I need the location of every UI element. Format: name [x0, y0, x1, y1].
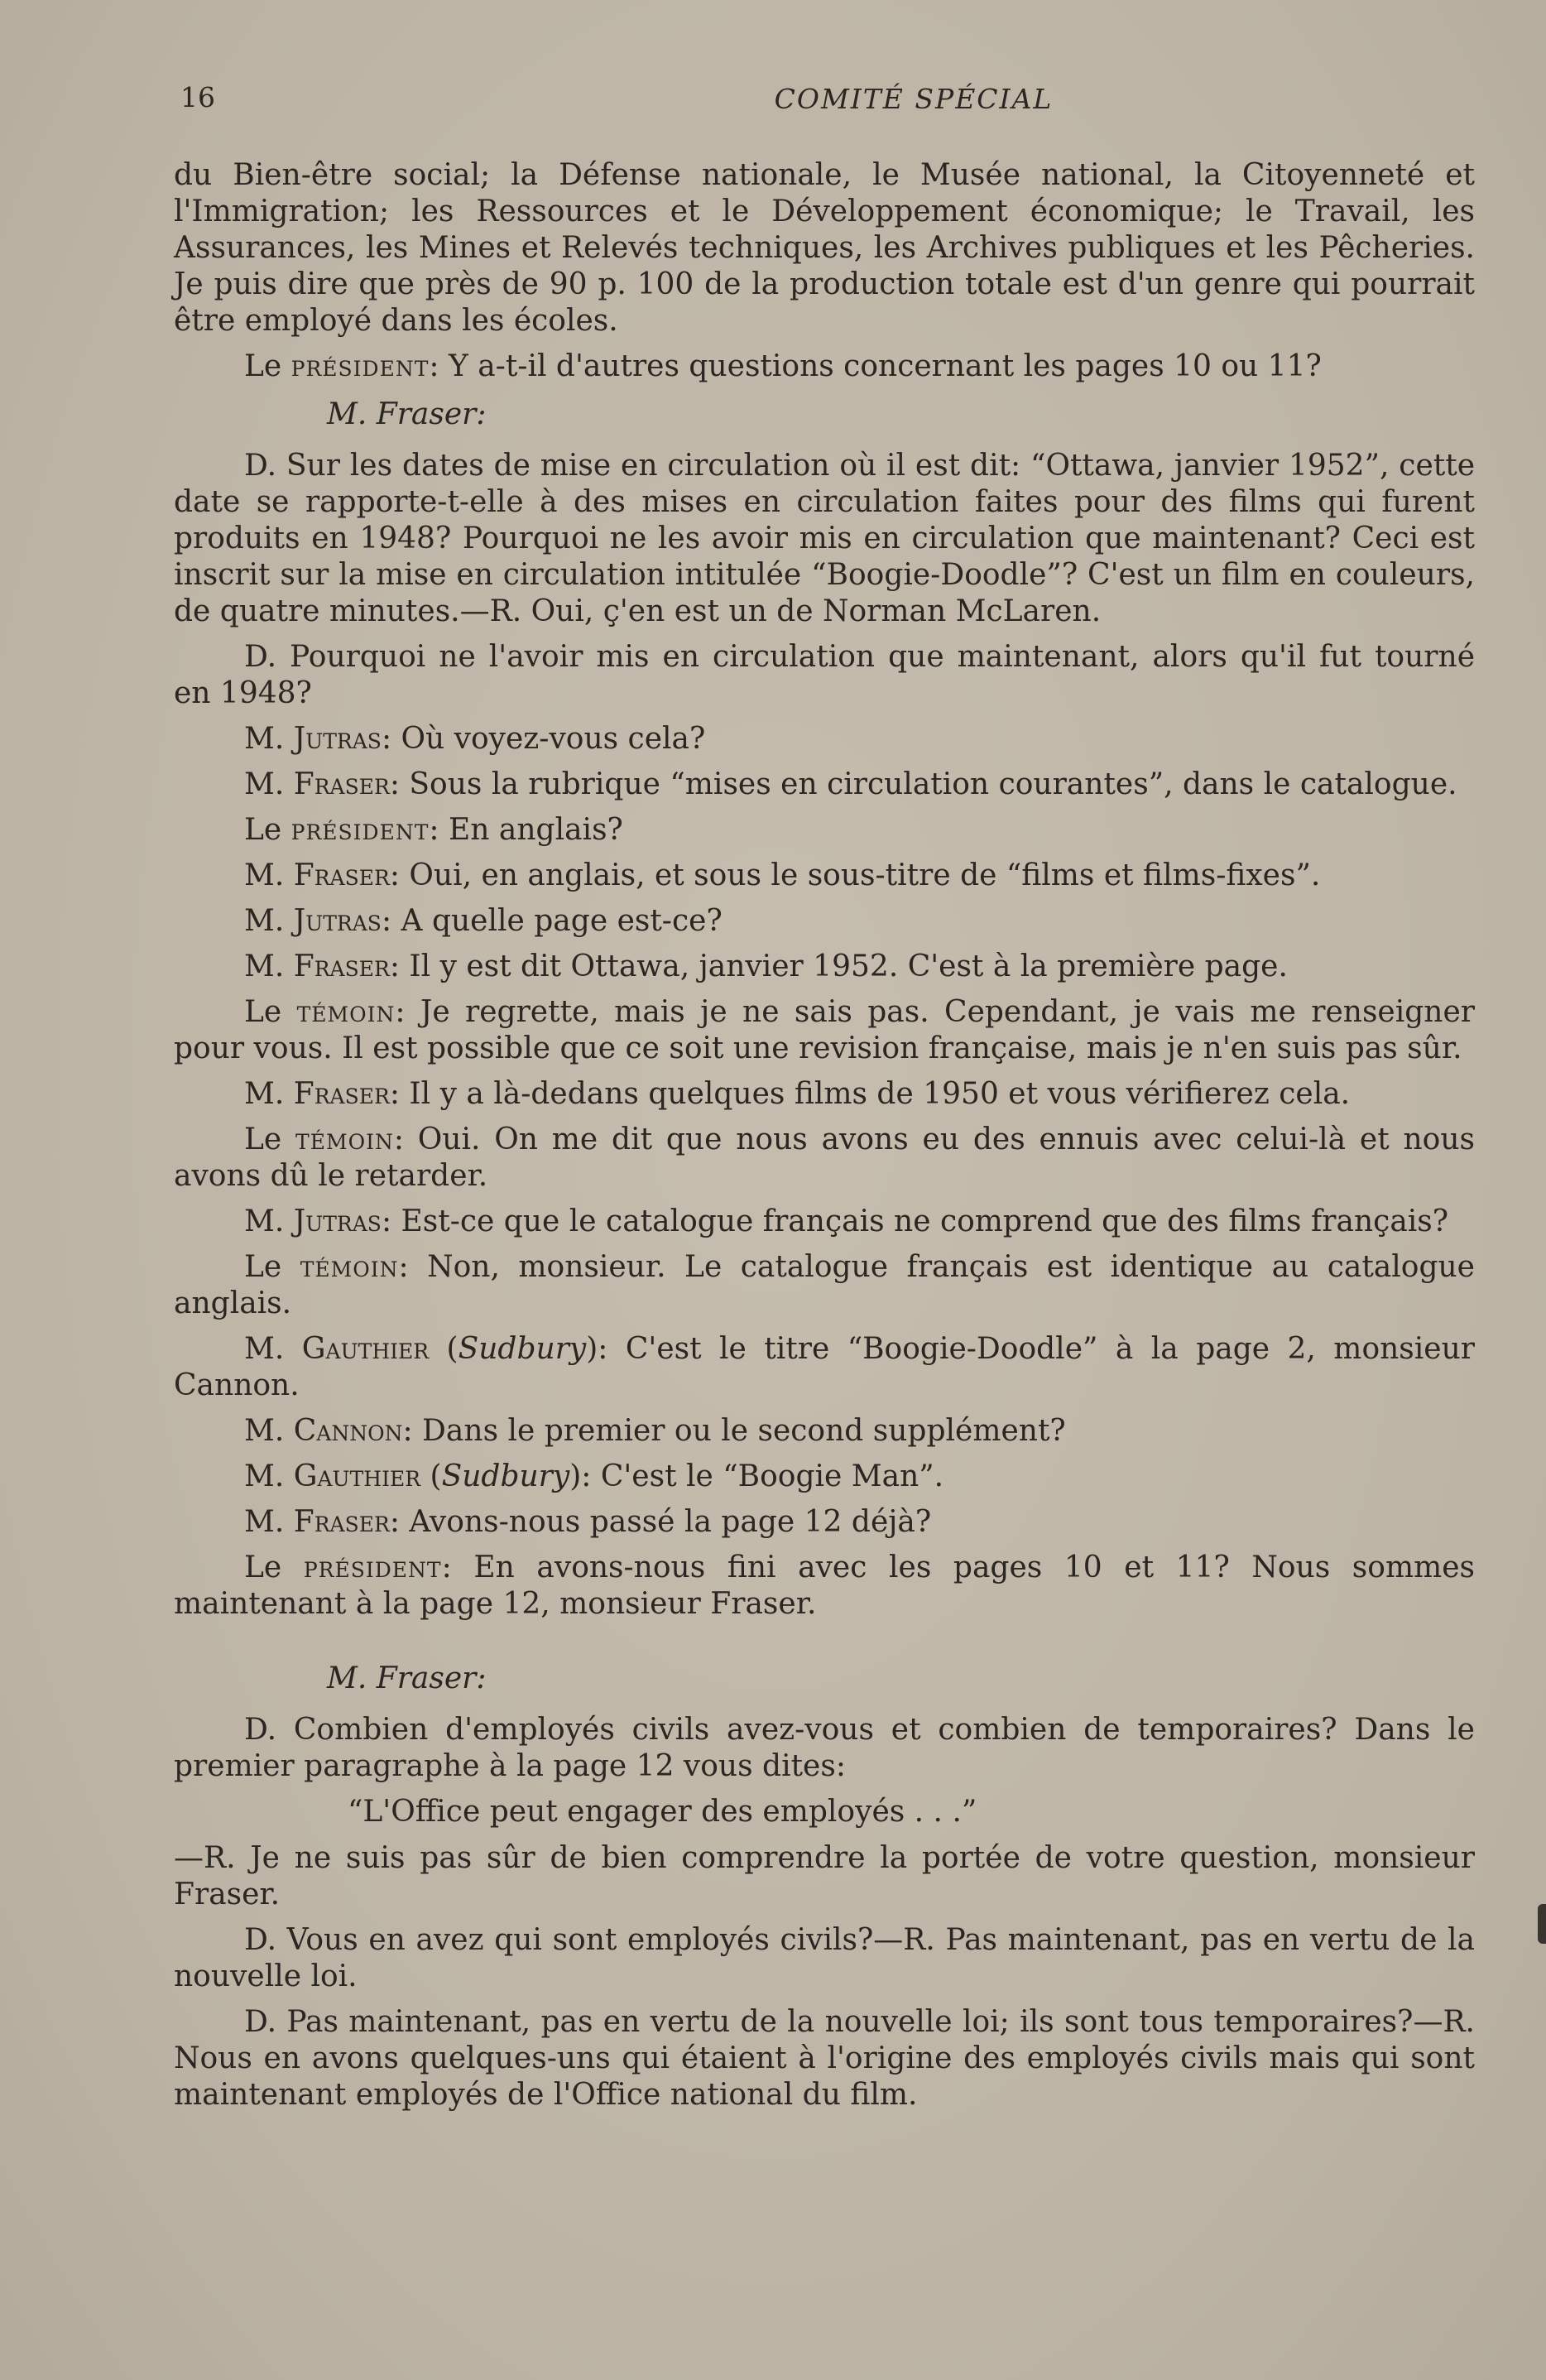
- speech-text: : En anglais?: [429, 813, 623, 847]
- continued-paragraph: —R. Je ne suis pas sûr de bien comprendre la portée de votre question, monsieur Fraser.: [174, 1841, 1475, 1911]
- speaker-name: président: [290, 349, 430, 383]
- speaker-name: témoin: [295, 1123, 394, 1156]
- speaker-riding: Sudbury: [441, 1459, 570, 1493]
- speech-paragraph: [174, 1413, 1475, 1450]
- speaker-name: président: [290, 813, 430, 847]
- speaker-riding-open: (: [429, 1332, 459, 1366]
- speaker-title: Le: [244, 813, 291, 847]
- examiner-subhead: M. Fraser:: [327, 397, 487, 431]
- speaker-title: M.: [244, 1505, 294, 1539]
- speech-paragraph: [174, 1076, 1475, 1113]
- speaker-name: Gauthier: [293, 1459, 421, 1493]
- speaker-name: Jutras: [293, 722, 382, 756]
- speech-paragraph: [174, 721, 1475, 757]
- speaker-riding-close: ): [586, 1332, 598, 1366]
- speech-paragraph: [174, 1550, 1475, 1623]
- speech-paragraph: [174, 994, 1475, 1067]
- paragraph: D. Pas maintenant, pas en vertu de la nouvelle loi; ils sont tous temporaires?—R. Nous en avons quelques-uns qui étaient à l'origine des employés civils mais qui sont maintenant employés de l'Office national du film.: [174, 2005, 1475, 2112]
- speaker-name: Jutras: [293, 904, 382, 938]
- speaker-title: M.: [244, 858, 294, 892]
- page-header: [180, 81, 1481, 123]
- running-head: COMITÉ SPÉCIAL: [774, 83, 1054, 115]
- speech-text: : Oui. On me dit que nous avons eu des ennuis avec celui-là et nous avons dû le retarder.: [174, 1123, 1476, 1193]
- speech-text: : Où voyez-vous cela?: [381, 722, 706, 756]
- speech-paragraph: [174, 1504, 1475, 1541]
- examiner-subhead: M. Fraser:: [327, 1661, 487, 1695]
- paragraph: D. Vous en avez qui sont employés civils?—R. Pas maintenant, pas en vertu de la nouvelle loi.: [174, 1923, 1475, 1993]
- speech-paragraph: [174, 349, 1475, 385]
- speech-text: : Sous la rubrique “mises en circulation courantes”, dans le catalogue.: [389, 767, 1457, 801]
- speech-text: : Je regrette, mais je ne sais pas. Cependant, je vais me renseigner pour vous. Il est possible que ce soit une revision française, mais je n'en suis pas sûr.: [174, 995, 1475, 1065]
- speaker-name: témoin: [296, 995, 396, 1029]
- speaker-name: Gauthier: [301, 1332, 430, 1366]
- speech-text: : Dans le premier ou le second supplément?: [402, 1414, 1066, 1448]
- speaker-title: M.: [244, 767, 294, 801]
- speech-text: : Y a-t-il d'autres questions concernant les pages 10 ou 11?: [429, 349, 1322, 383]
- speaker-name: témoin: [300, 1250, 399, 1284]
- paragraph: D. Sur les dates de mise en circulation où il est dit: “Ottawa, janvier 1952”, cette date se rapporte-t-elle à des mises en circulation faites pour des films qui furent produits en 1948? Pourquoi ne les avoir mis en circulation que maintenant? Ceci est inscrit sur la mise en circulation intitulée “Boogie-Doodle”? C'est un film en couleurs, de quatre minutes.—R. Oui, ç'en est un de Norman McLaren.: [174, 449, 1475, 628]
- paragraph: D. Combien d'employés civils avez-vous et combien de temporaires? Dans le premier paragraphe à la page 12 vous dites:: [174, 1713, 1475, 1783]
- page-edge-mark: [1538, 1904, 1546, 1944]
- speech-paragraph: [174, 949, 1475, 985]
- speaker-title: M.: [244, 950, 294, 983]
- speaker-title: Le: [244, 1123, 296, 1156]
- speaker-title: M.: [244, 1332, 302, 1366]
- speech-text: : A quelle page est-ce?: [381, 904, 723, 938]
- speaker-title: M.: [244, 1414, 294, 1448]
- speech-text: : C'est le titre “Boogie-Doodle” à la page 2, monsieur Cannon.: [174, 1332, 1475, 1402]
- speech-paragraph: [174, 1204, 1475, 1240]
- speech-paragraph: [174, 858, 1475, 894]
- speaker-riding: Sudbury: [458, 1332, 587, 1366]
- speaker-name: Fraser: [293, 950, 390, 983]
- speech-paragraph: [174, 812, 1475, 849]
- speaker-name: Jutras: [293, 1204, 382, 1238]
- speaker-title: M.: [244, 1204, 294, 1238]
- speech-text: : En avons-nous fini avec les pages 10 et 11? Nous sommes maintenant à la page 12, monsieur Fraser.: [174, 1551, 1475, 1621]
- speaker-title: Le: [244, 995, 297, 1029]
- speech-paragraph: [174, 903, 1475, 940]
- continued-paragraph: du Bien-être social; la Défense nationale, le Musée national, la Citoyenneté et l'Immigration; les Ressources et le Développement économique; le Travail, les Assurances, les Mines et Relevés techniques, les Archives publiques et les Pêcheries. Je puis dire que près de 90 p. 100 de la production totale est d'un genre qui pourrait être employé dans les écoles.: [174, 158, 1475, 338]
- speaker-title: M.: [244, 904, 294, 938]
- speech-paragraph: [174, 1122, 1475, 1195]
- document-body: [174, 157, 1475, 2123]
- speaker-title: Le: [244, 1250, 300, 1284]
- speaker-title: M.: [244, 1459, 294, 1493]
- quotation: “L'Office peut engager des employés . . .”: [348, 1795, 977, 1829]
- speech-text: : Il y est dit Ottawa, janvier 1952. C'est à la première page.: [389, 950, 1288, 983]
- speaker-name: président: [303, 1551, 442, 1584]
- speech-text: : C'est le “Boogie Man”.: [581, 1459, 944, 1493]
- page-number: 16: [180, 81, 215, 113]
- speaker-title: M.: [244, 1077, 294, 1111]
- speaker-title: M.: [244, 722, 294, 756]
- speech-text: : Il y a là-dedans quelques films de 1950 et vous vérifierez cela.: [389, 1077, 1351, 1111]
- speech-text: : Oui, en anglais, et sous le sous-titre de “films et films-fixes”.: [389, 858, 1321, 892]
- speech-paragraph: [174, 1249, 1475, 1322]
- speaker-name: Fraser: [293, 767, 390, 801]
- speech-paragraph: [174, 767, 1475, 803]
- speech-text: : Non, monsieur. Le catalogue français est identique au catalogue anglais.: [174, 1250, 1475, 1320]
- speaker-title: Le: [244, 349, 291, 383]
- speaker-riding-open: (: [420, 1459, 442, 1493]
- speech-paragraph: [174, 1331, 1475, 1404]
- speech-paragraph: [174, 1459, 1475, 1495]
- speaker-riding-close: ): [569, 1459, 582, 1493]
- speaker-name: Cannon: [293, 1414, 403, 1448]
- speaker-name: Fraser: [293, 1077, 390, 1111]
- speaker-title: Le: [244, 1551, 304, 1584]
- speaker-name: Fraser: [293, 1505, 390, 1539]
- speech-text: : Avons-nous passé la page 12 déjà?: [389, 1505, 932, 1539]
- paragraph: D. Pourquoi ne l'avoir mis en circulation que maintenant, alors qu'il fut tourné en 1948?: [174, 640, 1475, 710]
- speech-text: : Est-ce que le catalogue français ne comprend que des films français?: [381, 1204, 1449, 1238]
- speaker-name: Fraser: [293, 858, 390, 892]
